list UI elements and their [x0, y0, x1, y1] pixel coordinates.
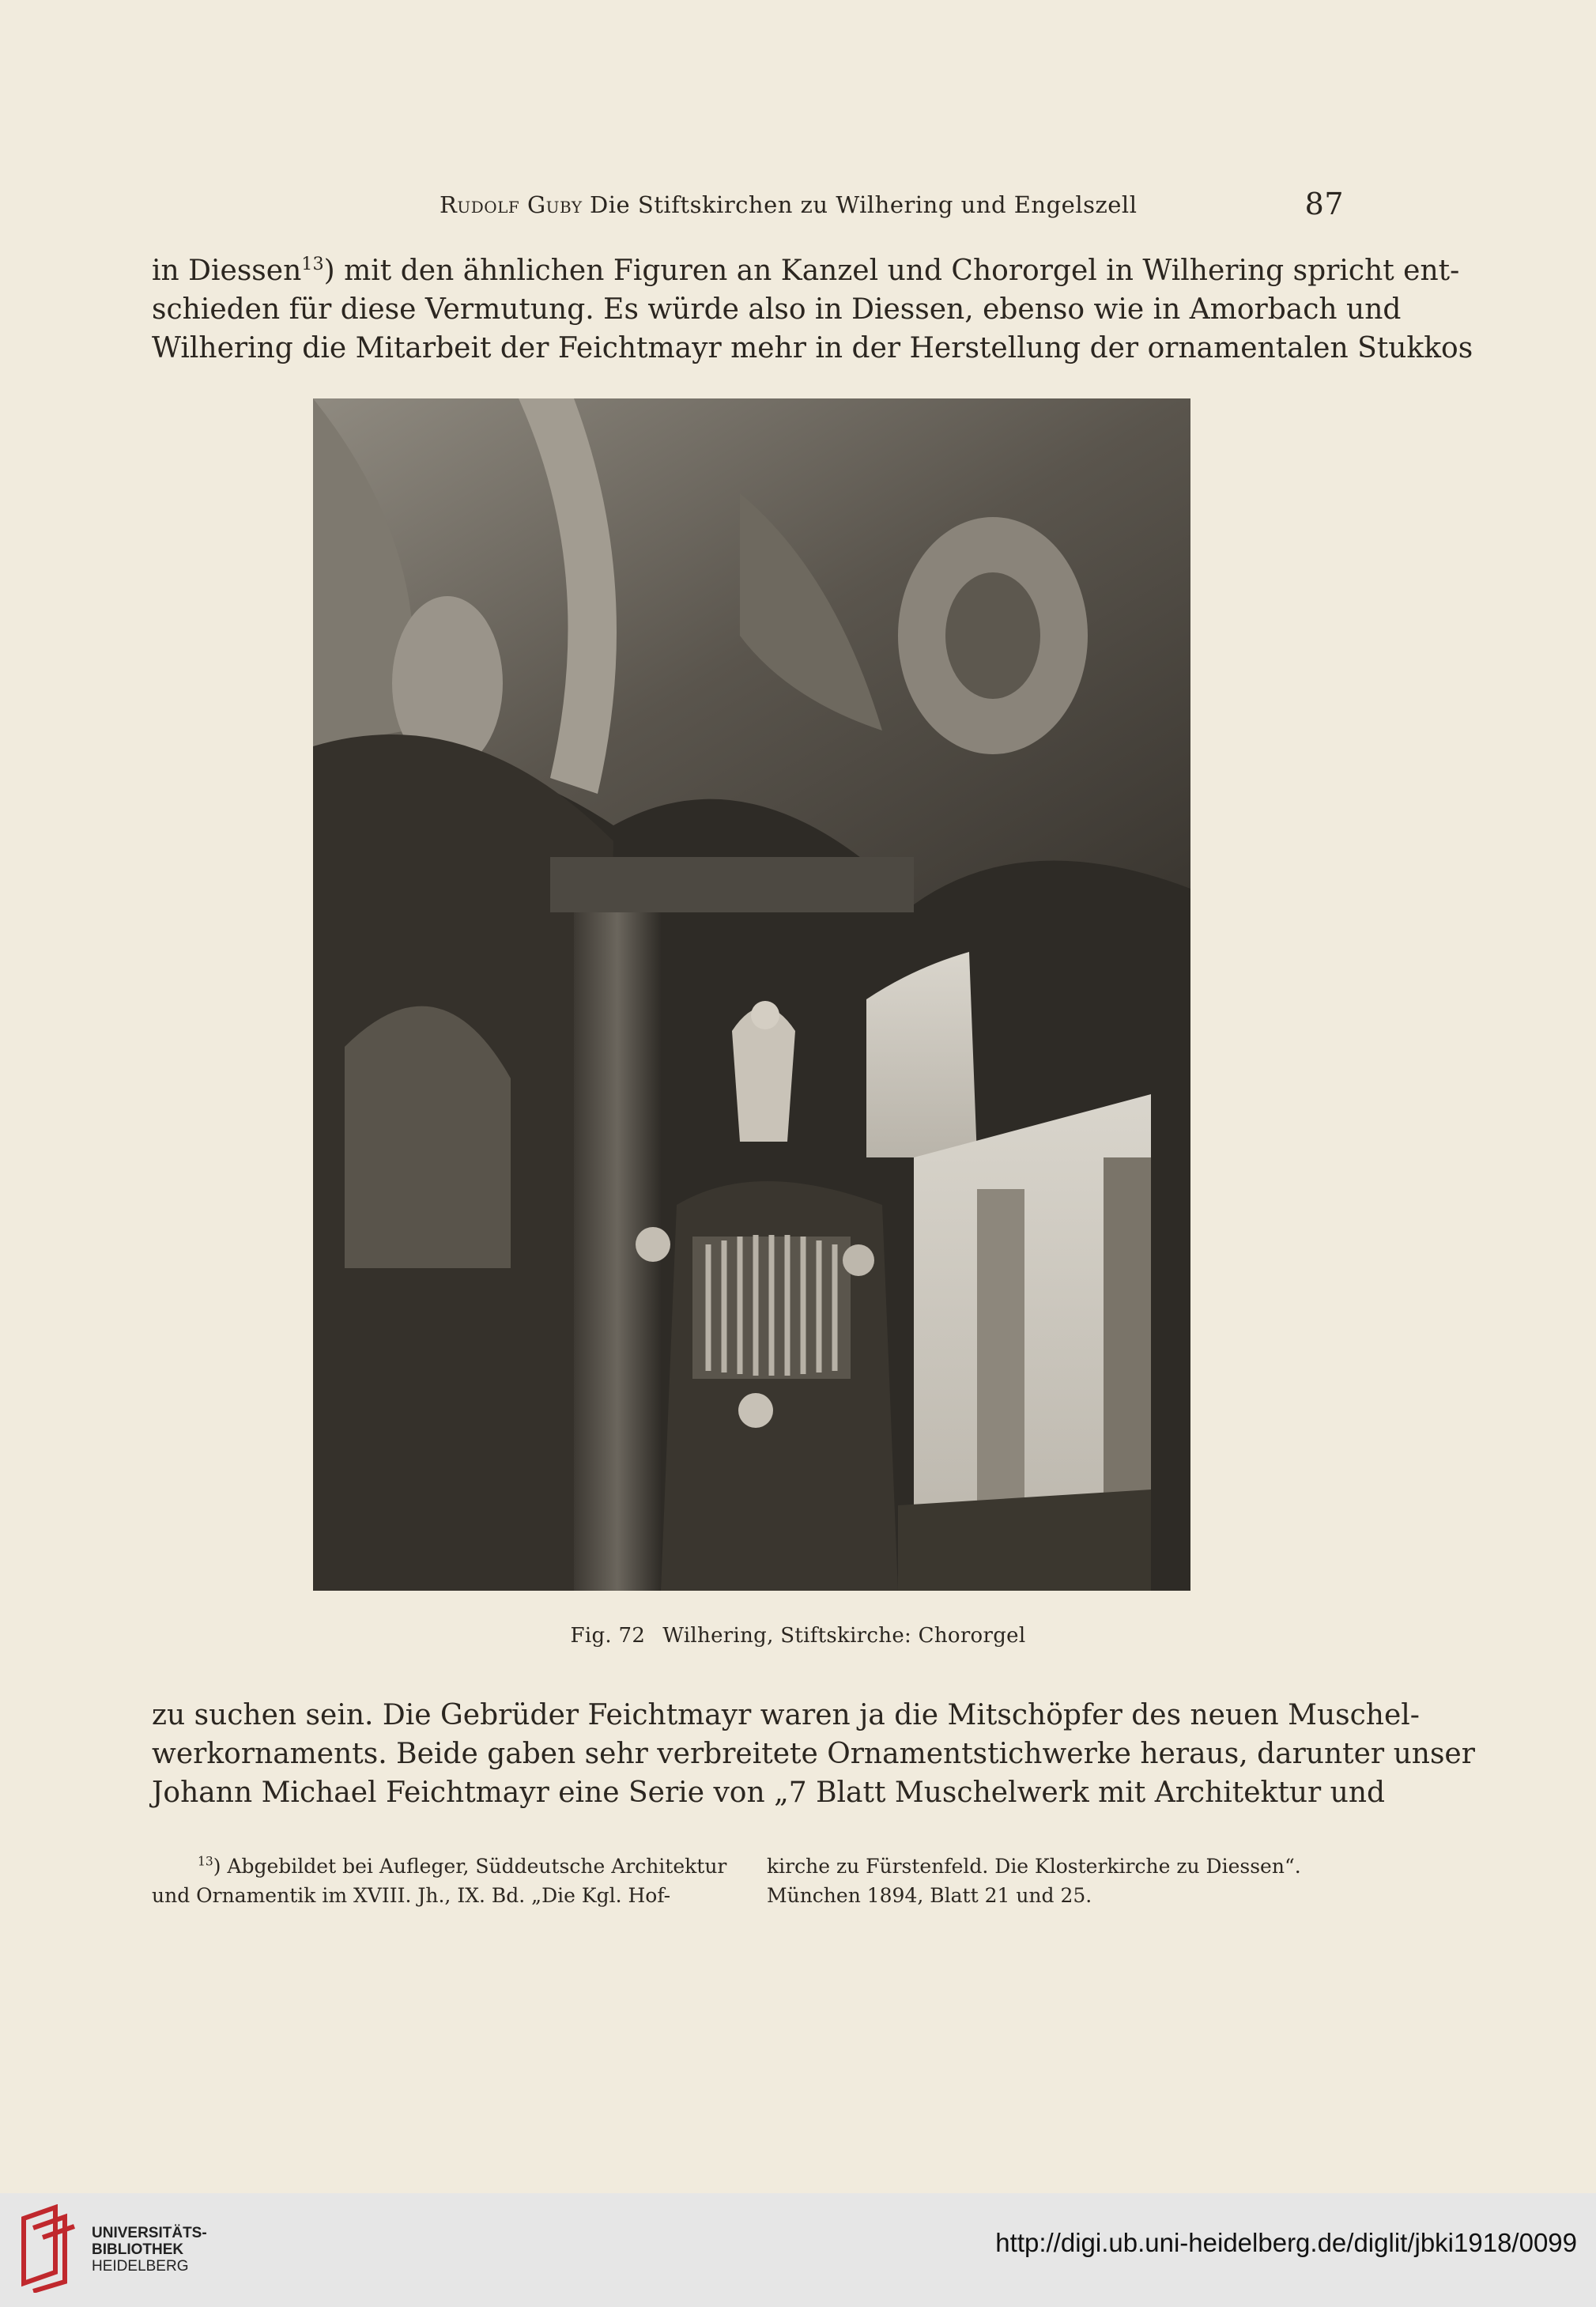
logo-line: HEIDELBERG [92, 2258, 189, 2275]
library-footer-bar [0, 2193, 1596, 2307]
body-text-bottom [152, 1696, 1475, 1812]
figure-caption [0, 1624, 1596, 1648]
text-line: schieden für diese Vermutung. Es würde also in Diessen, ebenso wie in Amorbach und [152, 293, 1402, 326]
footnote-column-right [767, 1852, 1345, 1910]
organ-photograph [313, 398, 1190, 1591]
text-fragment: ) mit den ähnlichen Figuren an Kanzel und Chororgel in Wilhering spricht ent- [323, 255, 1460, 287]
footnote-reference: 13 [301, 254, 324, 274]
footnote-column-left [152, 1852, 735, 1910]
text-fragment: ) Abgebildet bei Aufleger, Süddeutsche Architektur [213, 1855, 727, 1878]
library-logo-text [92, 2225, 207, 2275]
text-fragment: in Diessen [152, 255, 302, 287]
figure-label: Fig. 72 [570, 1624, 646, 1648]
footnote-marker: 13 [198, 1854, 213, 1869]
text-line [152, 251, 1460, 290]
running-head-author: Rudolf Guby [440, 191, 583, 218]
footnote-line: und Ornamentik im XVIII. Jh., IX. Bd. „Die Kgl. Hof- [152, 1884, 671, 1907]
text-line: Johann Michael Feichtmayr eine Serie von „7 Blatt Muschelwerk mit Architektur und [152, 1777, 1386, 1809]
text-line: Wilhering die Mitarbeit der Feichtmayr mehr in der Herstellung der ornamentalen Stukkos [152, 332, 1473, 364]
text-line: zu suchen sein. Die Gebrüder Feichtmayr waren ja die Mitschöpfer des neuen Muschel- [152, 1699, 1420, 1731]
university-library-logo-icon [17, 2204, 82, 2293]
running-head-title: Die Stiftskirchen zu Wilhering und Engelszell [590, 191, 1138, 218]
running-head [150, 187, 1344, 221]
text-line: werkornaments. Beide gaben sehr verbreitete Ornamentstichwerke heraus, darunter unser [152, 1738, 1475, 1770]
footnote-line: kirche zu Fürstenfeld. Die Klosterkirche zu Diessen“. [767, 1855, 1301, 1878]
footnote-line: München 1894, Blatt 21 und 25. [767, 1884, 1092, 1907]
logo-line: UNIVERSITÄTS- [92, 2225, 207, 2241]
logo-line: BIBLIOTHEK [92, 2241, 184, 2258]
footnote-line [152, 1852, 735, 1881]
page-number: 87 [1304, 187, 1344, 221]
permalink-url[interactable]: http://digi.ub.uni-heidelberg.de/diglit/jbki1918/0099 [995, 2228, 1577, 2257]
figure-photograph [313, 398, 1190, 1591]
body-text-top [152, 251, 1473, 368]
figure-caption-text: Wilhering, Stiftskirche: Chororgel [662, 1624, 1026, 1648]
